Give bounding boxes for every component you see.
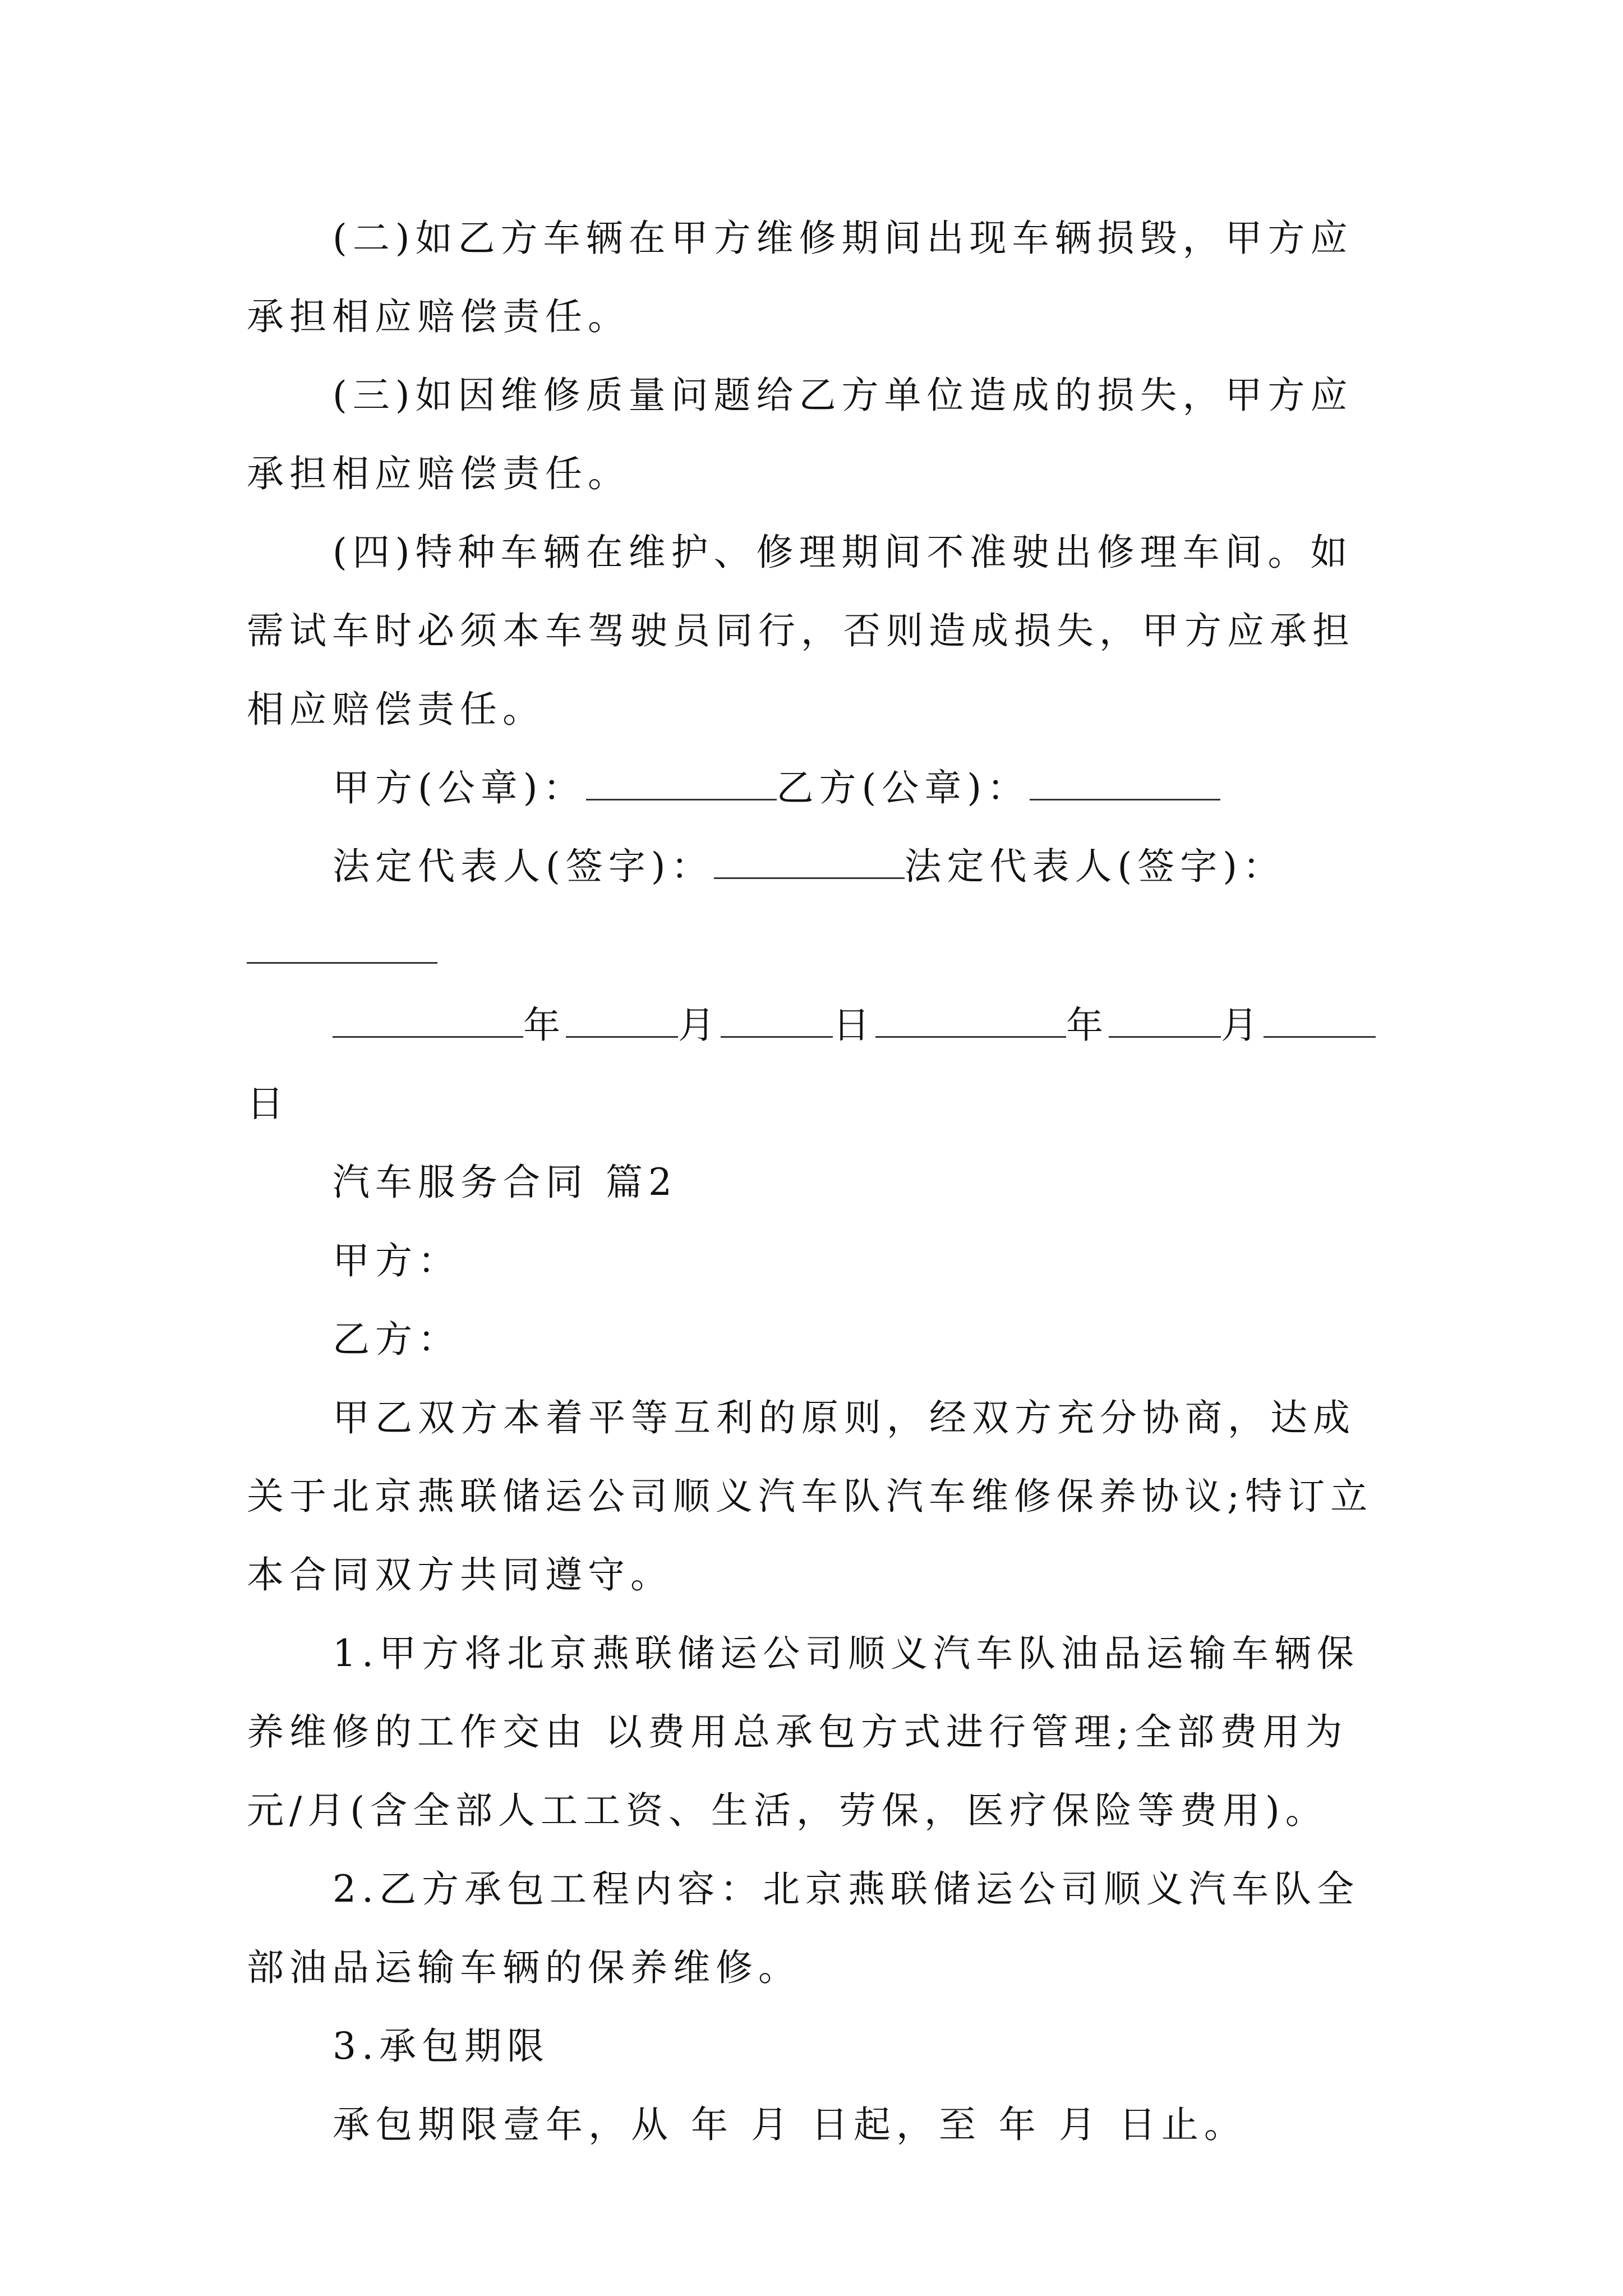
date-line bbox=[247, 986, 1391, 1143]
party-b-seal-label: 乙方(公章)： bbox=[776, 766, 1030, 809]
term-paragraph: 承包期限壹年，从 年 月 日起，至 年 月 日止。 bbox=[333, 2103, 1247, 2146]
legal-rep-line bbox=[247, 827, 1391, 906]
date-b-month: 月 bbox=[1221, 1004, 1264, 1047]
item-1: 1.甲方将北京燕联储运公司顺义汽车队油品运输车辆保养维修的工作交由 以费用总承包方式进行管理;全部费用为元/月(含全部人工工资、生活，劳保，医疗保险等费用)。 bbox=[247, 1632, 1359, 1832]
date-b-year-blank bbox=[875, 1003, 1066, 1038]
document-body bbox=[247, 199, 1391, 2164]
intro-paragraph: 甲乙双方本着平等互利的原则，经双方充分协商，达成关于北京燕联储运公司顺义汽车队汽车维修保养协议;特订立本合同双方共同遵守。 bbox=[247, 1396, 1373, 1596]
legal-rep-b-label: 法定代表人(签字)： bbox=[904, 845, 1285, 888]
party-a-seal-label: 甲方(公章)： bbox=[333, 766, 586, 809]
date-b-day-blank bbox=[1264, 1003, 1376, 1038]
section-title: 汽车服务合同 篇2 bbox=[333, 1161, 677, 1204]
party-a-seal-blank bbox=[586, 766, 777, 800]
legal-rep-a-label: 法定代表人(签字)： bbox=[333, 845, 714, 888]
item-2: 2.乙方承包工程内容：北京燕联储运公司顺义汽车队全部油品运输车辆的保养维修。 bbox=[247, 1867, 1359, 1989]
date-b-year: 年 bbox=[1066, 1004, 1109, 1047]
party-b-line: 乙方： bbox=[333, 1318, 460, 1361]
date-a-year: 年 bbox=[523, 1004, 566, 1047]
party-a-line: 甲方： bbox=[333, 1239, 460, 1282]
clause-2: (二)如乙方车辆在甲方维修期间出现车辆损毁，甲方应承担相应赔偿责任。 bbox=[247, 217, 1353, 338]
date-a-day: 日 bbox=[833, 1004, 875, 1047]
seal-line bbox=[247, 749, 1391, 827]
date-b-month-blank bbox=[1109, 1003, 1221, 1038]
date-a-month: 月 bbox=[678, 1004, 721, 1047]
legal-rep-b-blank bbox=[247, 906, 437, 964]
clause-3: (三)如因维修质量问题给乙方单位造成的损失，甲方应承担相应赔偿责任。 bbox=[247, 374, 1353, 495]
date-a-day-blank bbox=[721, 1003, 833, 1038]
legal-rep-a-blank bbox=[714, 844, 905, 879]
date-a-year-blank bbox=[333, 1003, 523, 1038]
date-b-day: 日 bbox=[247, 1082, 289, 1125]
date-a-month-blank bbox=[566, 1003, 678, 1038]
item-3: 3.承包期限 bbox=[333, 2024, 550, 2068]
clause-4: (四)特种车辆在维护、修理期间不准驶出修理车间。如需试车时必须本车驾驶员同行，否则造成损失，甲方应承担相应赔偿责任。 bbox=[247, 531, 1355, 731]
party-b-seal-blank bbox=[1030, 766, 1220, 800]
